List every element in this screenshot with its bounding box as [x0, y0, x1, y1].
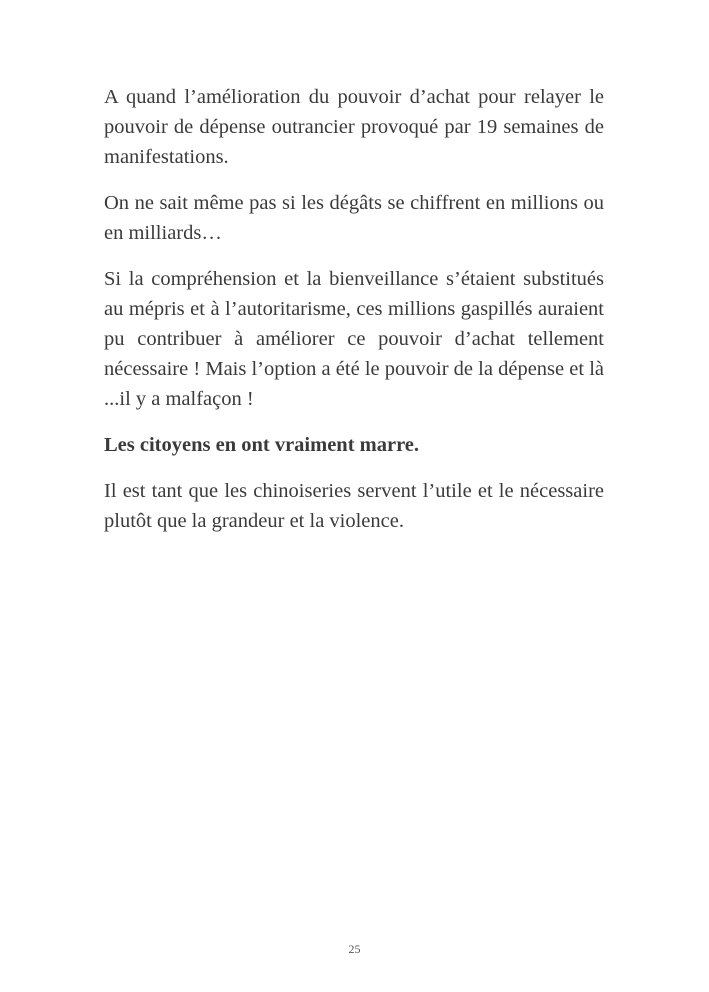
paragraph-purchasing-power: A quand l’amélioration du pouvoir d’achat pour relayer le pouvoir de dépense outrancier provoqué par 19 semaines de manifestations. — [104, 86, 604, 168]
paragraph-wasted-millions: Si la compréhension et la bienveillance s’étaient substitués au mépris et à l’autoritarisme, ces millions gaspillés auraient pu contribuer à améliorer ce pouvoir d’achat tellement nécessaire ! Mais l’option a été le pouvoir de la dépense et là ...il y a malfaçon ! — [104, 268, 604, 410]
paragraph-damage-cost: On ne sait même pas si les dégâts se chiffrent en millions ou en milliards… — [104, 192, 604, 244]
paragraph-citizens-fed-up: Les citoyens en ont vraiment marre. — [104, 434, 420, 456]
paragraph-conclusion: Il est tant que les chinoiseries servent l’utile et le nécessaire plutôt que la grandeur et la violence. — [104, 480, 604, 532]
page-number: 25 — [348, 942, 361, 956]
page-body — [104, 82, 604, 552]
